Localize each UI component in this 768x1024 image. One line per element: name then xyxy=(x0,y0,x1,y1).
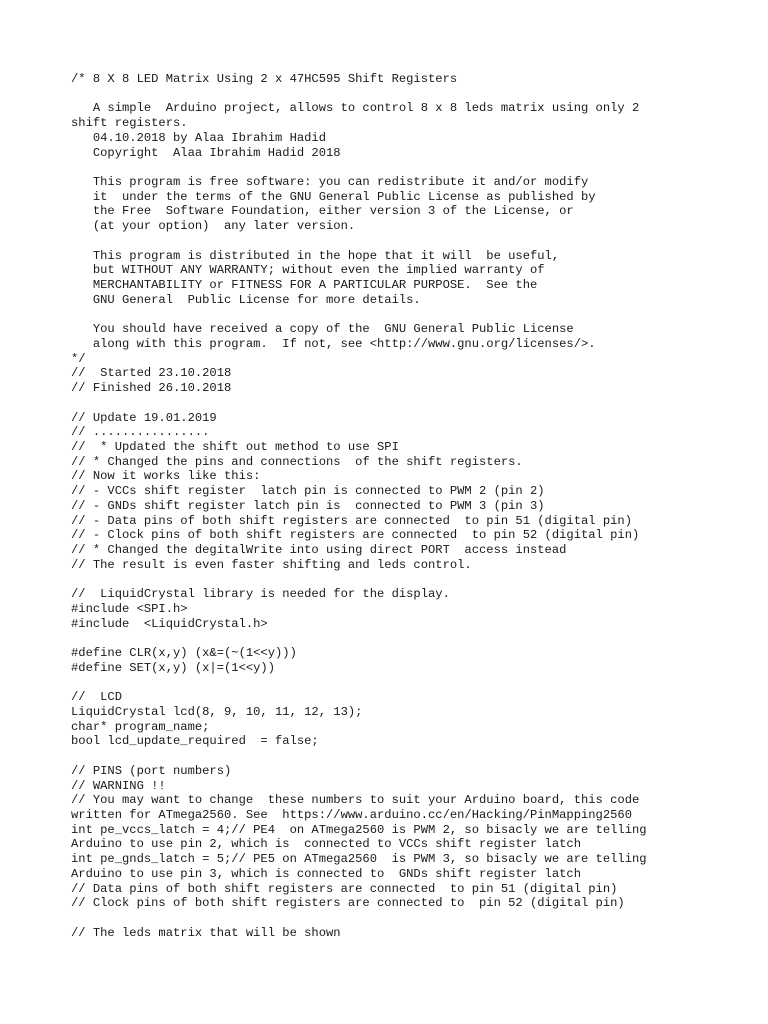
code-line: int pe_gnds_latch = 5;// PE5 on ATmega2560 is PWM 3, so bisacly we are telling xyxy=(71,852,647,867)
code-line: This program is distributed in the hope that it will be useful, xyxy=(71,248,560,263)
code-line: // Now it works like this: xyxy=(71,469,261,484)
code-line: // The leds matrix that will be shown xyxy=(71,925,341,940)
code-line: it under the terms of the GNU General Public License as published by xyxy=(71,189,596,204)
code-line: // * Updated the shift out method to use SPI xyxy=(71,439,399,454)
code-line: // The result is even faster shifting and leds control. xyxy=(71,557,472,572)
code-line: along with this program. If not, see <http://www.gnu.org/licenses/>. xyxy=(71,336,596,351)
code-line: #include <LiquidCrystal.h> xyxy=(71,616,268,631)
code-line: // You may want to change these numbers to suit your Arduino board, this code xyxy=(71,793,640,808)
code-line: // LiquidCrystal library is needed for the display. xyxy=(71,587,450,602)
code-line: bool lcd_update_required = false; xyxy=(71,734,319,749)
code-line: // - GNDs shift register latch pin is connected to PWM 3 (pin 3) xyxy=(71,498,545,513)
code-line: char* program_name; xyxy=(71,719,210,734)
code-line: written for ATmega2560. See https://www.arduino.cc/en/Hacking/PinMapping2560 xyxy=(71,807,632,822)
code-line: // WARNING !! xyxy=(71,778,166,793)
code-line: #define SET(x,y) (x|=(1<<y)) xyxy=(71,660,275,675)
code-line: the Free Software Foundation, either version 3 of the License, or xyxy=(71,204,574,219)
code-line: You should have received a copy of the GNU General Public License xyxy=(71,322,574,337)
source-code-text xyxy=(71,72,647,940)
code-line: #define CLR(x,y) (x&=(~(1<<y))) xyxy=(71,646,297,661)
blank-line xyxy=(71,160,647,175)
code-line: // LCD xyxy=(71,690,122,705)
code-line: int pe_vccs_latch = 4;// PE4 on ATmega2560 is PWM 2, so bisacly we are telling xyxy=(71,822,647,837)
code-line: // - VCCs shift register latch pin is connected to PWM 2 (pin 2) xyxy=(71,484,545,499)
code-line: // Clock pins of both shift registers are connected to pin 52 (digital pin) xyxy=(71,896,625,911)
blank-line xyxy=(71,572,647,587)
code-line: // - Clock pins of both shift registers are connected to pin 52 (digital pin) xyxy=(71,528,640,543)
code-line: // Update 19.01.2019 xyxy=(71,410,217,425)
blank-line xyxy=(71,631,647,646)
code-line: Arduino to use pin 3, which is connected to GNDs shift register latch xyxy=(71,866,581,881)
code-line: This program is free software: you can redistribute it and/or modify xyxy=(71,175,589,190)
code-line: but WITHOUT ANY WARRANTY; without even the implied warranty of xyxy=(71,263,545,278)
blank-line xyxy=(71,911,647,926)
code-line: Copyright Alaa Ibrahim Hadid 2018 xyxy=(71,145,341,160)
code-line: // * Changed the pins and connections of the shift registers. xyxy=(71,454,523,469)
code-line: // PINS (port numbers) xyxy=(71,763,232,778)
code-line: (at your option) any later version. xyxy=(71,219,356,234)
code-line: // ................ xyxy=(71,425,210,440)
blank-line xyxy=(71,308,647,323)
code-line: // Data pins of both shift registers are connected to pin 51 (digital pin) xyxy=(71,881,618,896)
code-line: shift registers. xyxy=(71,116,188,131)
blank-line xyxy=(71,234,647,249)
code-line: // Started 23.10.2018 xyxy=(71,366,232,381)
blank-line xyxy=(71,396,647,411)
code-line: // Finished 26.10.2018 xyxy=(71,381,232,396)
blank-line xyxy=(71,749,647,764)
code-line: /* 8 X 8 LED Matrix Using 2 x 47HC595 Shift Registers xyxy=(71,72,458,86)
code-line: A simple Arduino project, allows to control 8 x 8 leds matrix using only 2 xyxy=(71,101,640,116)
code-line: LiquidCrystal lcd(8, 9, 10, 11, 12, 13); xyxy=(71,704,363,719)
code-line: #include <SPI.h> xyxy=(71,601,188,616)
code-line: MERCHANTABILITY or FITNESS FOR A PARTICULAR PURPOSE. See the xyxy=(71,278,538,293)
blank-line xyxy=(71,675,647,690)
code-line: */ xyxy=(71,351,86,366)
code-line: 04.10.2018 by Alaa Ibrahim Hadid xyxy=(71,130,326,145)
code-line: Arduino to use pin 2, which is connected to VCCs shift register latch xyxy=(71,837,581,852)
code-line: // - Data pins of both shift registers are connected to pin 51 (digital pin) xyxy=(71,513,632,528)
blank-line xyxy=(71,87,647,102)
code-line: // * Changed the degitalWrite into using direct PORT access instead xyxy=(71,543,567,557)
code-line: GNU General Public License for more details. xyxy=(71,292,421,307)
